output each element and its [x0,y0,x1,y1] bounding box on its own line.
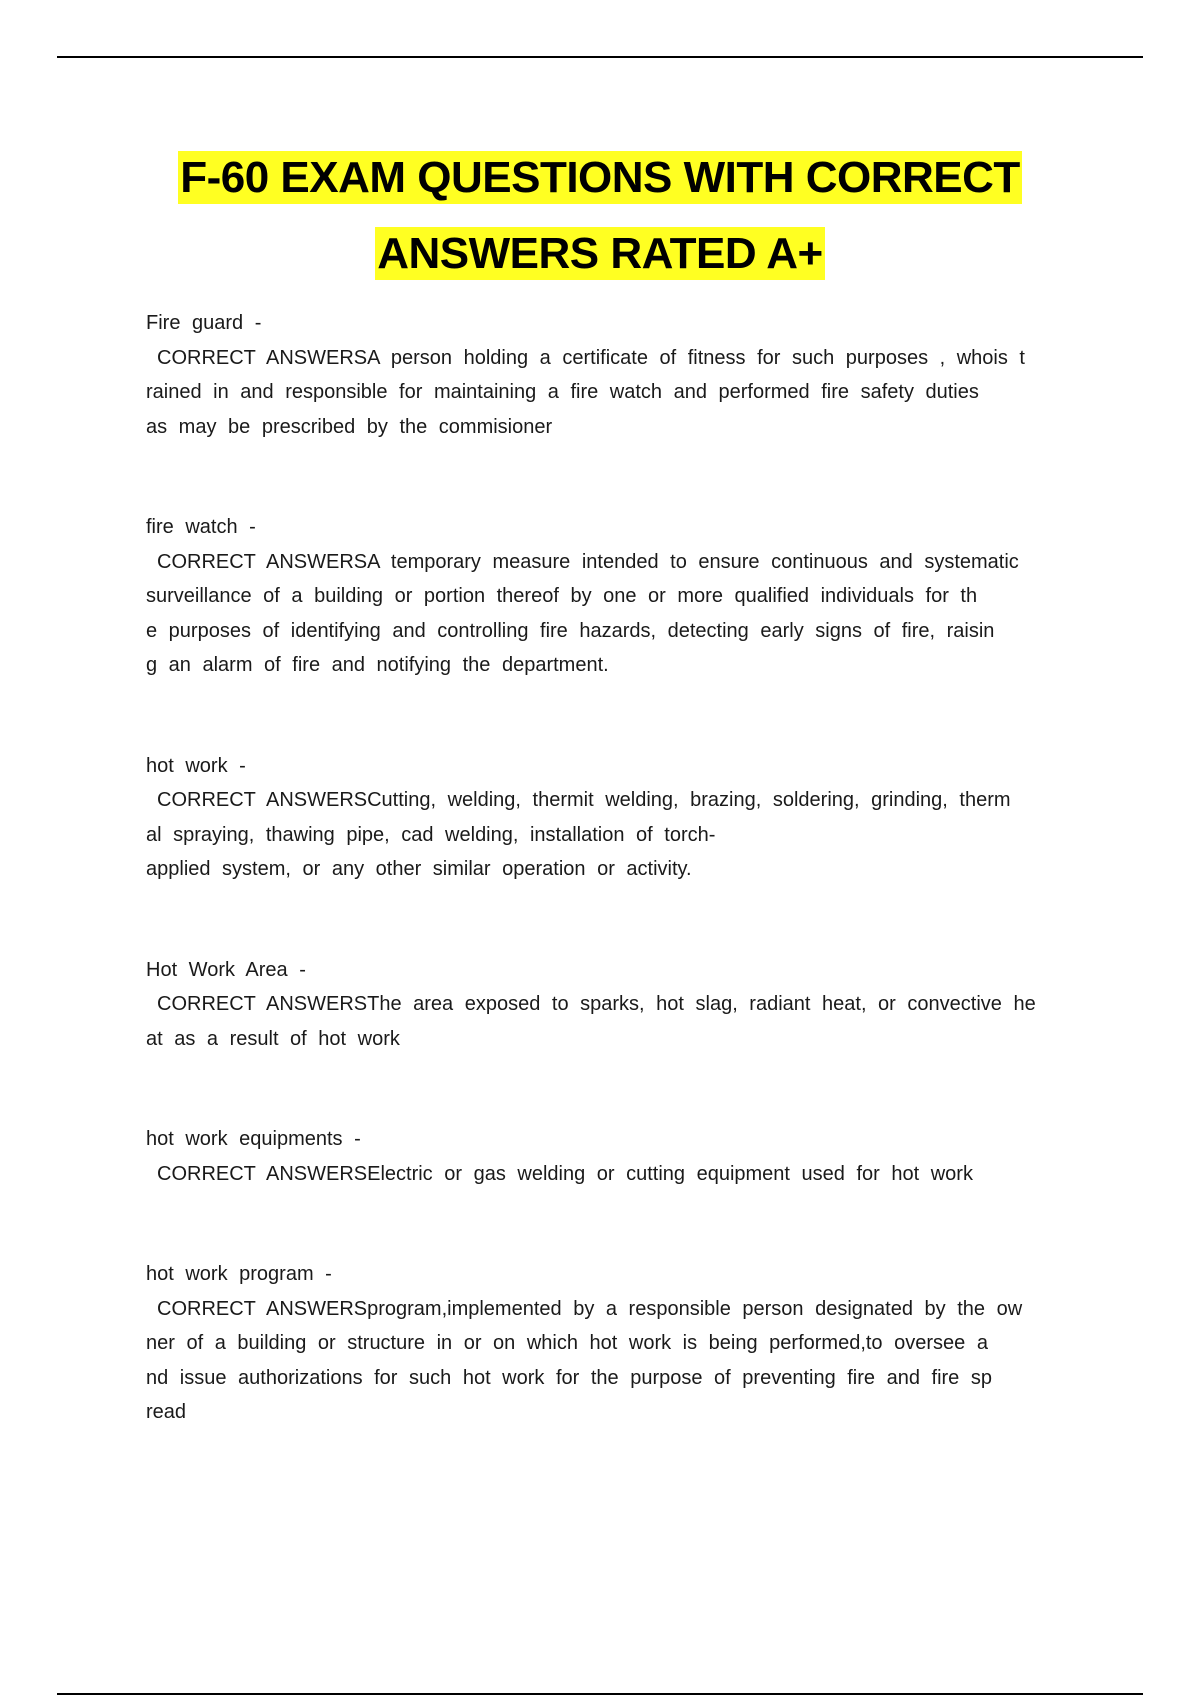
answer-line: surveillance of a building or portion thereof by one or more qualified individuals for th [146,585,978,607]
qa-entry [146,306,1086,444]
answer-line: read [146,1401,187,1423]
answer-line: e purposes of identifying and controlling fire hazards, detecting early signs of fire, raisin [146,619,995,642]
correct-answers-label: CORRECT ANSWERS [157,789,368,811]
answer-line: Electric or gas welding or cutting equipment used for hot work [367,1162,973,1185]
qa-entry [146,749,1086,887]
document-title [0,140,1200,292]
answer-text [146,1292,1086,1430]
bottom-rule [57,1693,1143,1695]
qa-entry [146,1257,1086,1430]
correct-answers-label: CORRECT ANSWERS [157,1297,368,1320]
qa-entry [146,1122,1086,1191]
question-term: Fire guard - [146,312,262,334]
answer-text [146,341,1086,445]
answer-line: as may be prescribed by the commisioner [146,415,553,438]
answer-line: rained in and responsible for maintaining a fire watch and performed fire safety duties [146,381,979,403]
answer-line: program,implemented by a responsible person designated by the ow [367,1297,1023,1320]
qa-entry [146,510,1086,683]
correct-answers-label: CORRECT ANSWERS [157,1162,368,1185]
answer-line: al spraying, thawing pipe, cad welding, installation of torch- [146,823,716,846]
answer-text [146,783,1086,887]
question-term: hot work - [146,754,246,777]
title-line-1: F-60 EXAM QUESTIONS WITH CORRECT [180,153,1020,202]
answer-line: applied system, or any other similar operation or activity. [146,858,692,880]
correct-answers-label: CORRECT ANSWERS [157,346,368,369]
answer-text [146,545,1086,683]
title-line-2: ANSWERS RATED A+ [377,229,823,278]
answer-line: ner of a building or structure in or on which hot work is being performed,to oversee a [146,1332,988,1354]
answer-line: The area exposed to sparks, hot slag, radiant heat, or convective he [367,993,1036,1015]
answer-line: A person holding a certificate of fitness for such purposes , whois t [367,346,1025,369]
question-term: fire watch - [146,516,256,538]
qa-entry [146,953,1086,1057]
answer-line: A temporary measure intended to ensure continuous and systematic [367,550,1019,573]
answer-line: g an alarm of fire and notifying the department. [146,654,609,676]
top-rule [57,56,1143,58]
question-term: hot work equipments - [146,1128,361,1150]
question-term: hot work program - [146,1263,332,1285]
question-term: Hot Work Area - [146,958,306,981]
answer-line: nd issue authorizations for such hot work for the purpose of preventing fire and fire sp [146,1366,992,1389]
answer-line: Cutting, welding, thermit welding, brazing, soldering, grinding, therm [367,789,1011,811]
answer-text [146,1157,1086,1192]
correct-answers-label: CORRECT ANSWERS [157,550,368,573]
qa-list [146,306,1086,1430]
answer-text [146,987,1086,1056]
correct-answers-label: CORRECT ANSWERS [157,993,368,1015]
answer-line: at as a result of hot work [146,1027,400,1050]
